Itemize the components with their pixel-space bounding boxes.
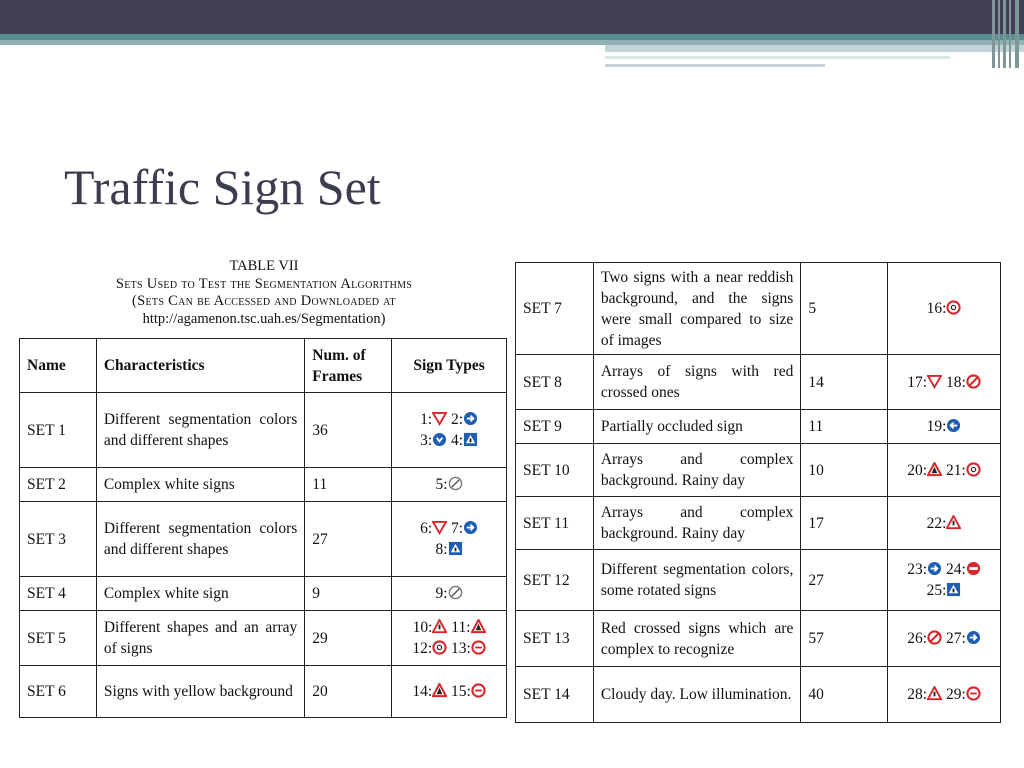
set-name-cell: SET 4 bbox=[20, 577, 97, 611]
sign-label: 28: bbox=[907, 686, 928, 703]
sign-label: 29: bbox=[945, 686, 966, 703]
characteristics-cell: Arrays of signs with red crossed ones bbox=[593, 355, 801, 410]
table-row bbox=[516, 263, 1001, 355]
sign-label: 13: bbox=[451, 640, 471, 657]
set-name-cell: SET 13 bbox=[516, 611, 594, 667]
sign-line bbox=[895, 513, 993, 534]
sign-types-cell bbox=[888, 611, 1001, 667]
sign-line bbox=[895, 559, 993, 580]
table-caption-line: Sets Used to Test the Segmentation Algorithms bbox=[115, 275, 413, 292]
set-name-cell: SET 6 bbox=[20, 666, 97, 718]
sign-label: 25: bbox=[926, 582, 947, 599]
sign-label: 23: bbox=[907, 561, 928, 578]
triangle-warning-icon bbox=[432, 619, 447, 636]
sign-label: 11: bbox=[451, 619, 471, 636]
circle-speed-limit-icon bbox=[966, 462, 981, 479]
table-number: TABLE VII bbox=[229, 258, 299, 274]
characteristics-cell: Signs with yellow background bbox=[96, 666, 304, 718]
sign-types-cell bbox=[888, 355, 1001, 410]
frames-cell: 11 bbox=[305, 468, 392, 502]
sign-line bbox=[895, 416, 993, 437]
white-circle-end-icon bbox=[448, 476, 463, 493]
triangle-yield-icon bbox=[432, 411, 447, 428]
table-row bbox=[20, 611, 507, 666]
frames-cell: 57 bbox=[801, 611, 888, 667]
slide-top-bar bbox=[0, 0, 1024, 34]
blue-circle-arrow-right-icon bbox=[927, 561, 942, 578]
set-name-cell: SET 7 bbox=[516, 263, 594, 355]
frames-cell: 27 bbox=[305, 502, 392, 577]
sets-table-right bbox=[515, 262, 1001, 723]
set-name-cell: SET 8 bbox=[516, 355, 594, 410]
circle-speed-limit-icon bbox=[946, 300, 961, 317]
set-name-cell: SET 2 bbox=[20, 468, 97, 502]
sign-types-cell bbox=[888, 410, 1001, 444]
sign-types-cell bbox=[888, 667, 1001, 723]
sign-label: 5: bbox=[435, 476, 448, 493]
sign-label: 26: bbox=[907, 630, 928, 647]
blue-circle-arrow-right-icon bbox=[966, 630, 981, 647]
frames-cell: 10 bbox=[801, 444, 888, 497]
sign-label: 12: bbox=[412, 640, 433, 657]
table-header-row bbox=[20, 339, 507, 393]
sign-label: 17: bbox=[907, 373, 928, 391]
blue-square-pedestrian-icon bbox=[448, 541, 463, 558]
sign-line bbox=[895, 372, 993, 393]
sign-types-cell bbox=[392, 666, 507, 718]
slide-title: Traffic Sign Set bbox=[64, 159, 381, 215]
blue-circle-arrow-left-icon bbox=[946, 418, 961, 435]
column-header-frames: Num. of Frames bbox=[305, 339, 392, 393]
table-row bbox=[516, 410, 1001, 444]
sign-types-cell bbox=[888, 444, 1001, 497]
frames-cell: 27 bbox=[801, 550, 888, 611]
triangle-yield-icon bbox=[432, 520, 447, 537]
triangle-warning-dark-icon bbox=[927, 462, 942, 479]
set-name-cell: SET 12 bbox=[516, 550, 594, 611]
sign-label: 19: bbox=[926, 418, 947, 435]
set-name-cell: SET 1 bbox=[20, 393, 97, 468]
characteristics-cell: Different segmentation colors and different shapes bbox=[96, 393, 304, 468]
sign-types-cell bbox=[392, 611, 507, 666]
set-name-cell: SET 14 bbox=[516, 667, 594, 723]
sign-label: 1: bbox=[420, 411, 433, 428]
table-row bbox=[516, 667, 1001, 723]
sign-line bbox=[399, 638, 499, 659]
sign-label: 18: bbox=[945, 373, 966, 391]
characteristics-cell: Red crossed signs which are complex to recognize bbox=[593, 611, 801, 667]
sign-label: 4: bbox=[451, 432, 464, 449]
table-row bbox=[516, 497, 1001, 550]
sign-label: 7: bbox=[451, 520, 464, 537]
blue-square-pedestrian-icon bbox=[463, 432, 478, 449]
set-name-cell: SET 10 bbox=[516, 444, 594, 497]
sign-line bbox=[895, 628, 993, 649]
characteristics-cell: Arrays and complex background. Rainy day bbox=[593, 444, 801, 497]
column-header-sign-types: Sign Types bbox=[392, 339, 507, 393]
sign-label: 2: bbox=[451, 411, 464, 428]
slide-accent-line bbox=[605, 45, 1024, 52]
sign-line bbox=[895, 298, 993, 319]
sign-line bbox=[399, 518, 499, 539]
table-row bbox=[516, 355, 1001, 410]
frames-cell: 40 bbox=[801, 667, 888, 723]
table-row bbox=[20, 502, 507, 577]
column-header-name: Name bbox=[20, 339, 97, 393]
set-name-cell: SET 9 bbox=[516, 410, 594, 444]
sign-line bbox=[895, 460, 993, 481]
sign-types-cell bbox=[888, 550, 1001, 611]
triangle-warning-dark-icon bbox=[432, 683, 447, 700]
table-row bbox=[20, 666, 507, 718]
characteristics-cell: Partially occluded sign bbox=[593, 410, 801, 444]
circle-no-entry-outline-icon bbox=[471, 640, 486, 657]
characteristics-cell: Arrays and complex background. Rainy day bbox=[593, 497, 801, 550]
triangle-yield-icon bbox=[927, 374, 942, 391]
table-caption-line: (Sets Can be Accessed and Downloaded at bbox=[132, 293, 396, 309]
table-caption-url: http://agamenon.tsc.uah.es/Segmentation) bbox=[142, 310, 386, 327]
frames-cell: 14 bbox=[801, 355, 888, 410]
sign-line bbox=[895, 684, 993, 705]
sign-label: 22: bbox=[926, 514, 947, 532]
sign-label: 10: bbox=[412, 619, 433, 636]
white-circle-end-icon bbox=[448, 585, 463, 602]
sign-types-cell bbox=[392, 502, 507, 577]
sign-line bbox=[399, 583, 499, 604]
sign-types-cell bbox=[888, 497, 1001, 550]
characteristics-cell: Complex white sign bbox=[96, 577, 304, 611]
blue-circle-arrow-right-icon bbox=[463, 411, 478, 428]
sign-line bbox=[399, 617, 499, 638]
characteristics-cell: Complex white signs bbox=[96, 468, 304, 502]
sign-label: 21: bbox=[945, 461, 966, 479]
sign-label: 15: bbox=[451, 683, 471, 700]
sign-line bbox=[399, 409, 499, 430]
frames-cell: 9 bbox=[305, 577, 392, 611]
table-row bbox=[20, 468, 507, 502]
sign-label: 27: bbox=[945, 630, 966, 647]
triangle-warning-dark-icon bbox=[471, 619, 486, 636]
circle-no-entry-outline-icon bbox=[966, 686, 981, 703]
sign-types-cell bbox=[888, 263, 1001, 355]
characteristics-cell: Cloudy day. Low illumination. bbox=[593, 667, 801, 723]
characteristics-cell: Different segmentation colors and different shapes bbox=[96, 502, 304, 577]
sign-line bbox=[895, 580, 993, 601]
sign-label: 9: bbox=[435, 585, 448, 602]
sign-line bbox=[399, 430, 499, 451]
sign-label: 6: bbox=[420, 520, 433, 537]
sign-label: 8: bbox=[435, 541, 448, 558]
sign-label: 14: bbox=[412, 683, 433, 700]
sign-types-cell bbox=[392, 393, 507, 468]
frames-cell: 29 bbox=[305, 611, 392, 666]
red-circle-no-entry-icon bbox=[966, 561, 981, 578]
set-name-cell: SET 3 bbox=[20, 502, 97, 577]
characteristics-cell: Two signs with a near reddish background, and the signs were small compared to size of images bbox=[593, 263, 801, 355]
frames-cell: 11 bbox=[801, 410, 888, 444]
sets-table-left bbox=[19, 338, 507, 718]
frames-cell: 17 bbox=[801, 497, 888, 550]
circle-red-crossed-icon bbox=[966, 374, 981, 391]
sign-line bbox=[399, 681, 499, 702]
set-name-cell: SET 11 bbox=[516, 497, 594, 550]
table-row bbox=[516, 444, 1001, 497]
frames-cell: 36 bbox=[305, 393, 392, 468]
slide-corner-stripes bbox=[990, 0, 1024, 68]
sign-line bbox=[399, 474, 499, 495]
blue-circle-arrow-down-icon bbox=[432, 432, 447, 449]
table-row bbox=[516, 550, 1001, 611]
table-row bbox=[20, 393, 507, 468]
circle-no-entry-outline-icon bbox=[471, 683, 486, 700]
set-name-cell: SET 5 bbox=[20, 611, 97, 666]
table-row bbox=[20, 577, 507, 611]
table-row bbox=[516, 611, 1001, 667]
slide-accent-line bbox=[605, 56, 950, 59]
circle-red-crossed-icon bbox=[927, 630, 942, 647]
triangle-warning-icon bbox=[927, 686, 942, 703]
blue-circle-arrow-right-icon bbox=[463, 520, 478, 537]
circle-speed-limit-icon bbox=[432, 640, 447, 657]
sign-label: 20: bbox=[907, 461, 928, 479]
blue-square-pedestrian-icon bbox=[946, 582, 961, 599]
slide-accent-line bbox=[605, 64, 825, 67]
characteristics-cell: Different shapes and an array of signs bbox=[96, 611, 304, 666]
characteristics-cell: Different segmentation colors, some rotated signs bbox=[593, 550, 801, 611]
triangle-warning-icon bbox=[946, 515, 961, 532]
sign-line bbox=[399, 539, 499, 560]
table-caption bbox=[20, 258, 508, 328]
sign-label: 16: bbox=[926, 300, 947, 317]
sign-types-cell bbox=[392, 468, 507, 502]
sign-types-cell bbox=[392, 577, 507, 611]
column-header-characteristics: Characteristics bbox=[96, 339, 304, 393]
frames-cell: 5 bbox=[801, 263, 888, 355]
sign-label: 3: bbox=[420, 432, 433, 449]
frames-cell: 20 bbox=[305, 666, 392, 718]
sign-label: 24: bbox=[945, 561, 966, 578]
